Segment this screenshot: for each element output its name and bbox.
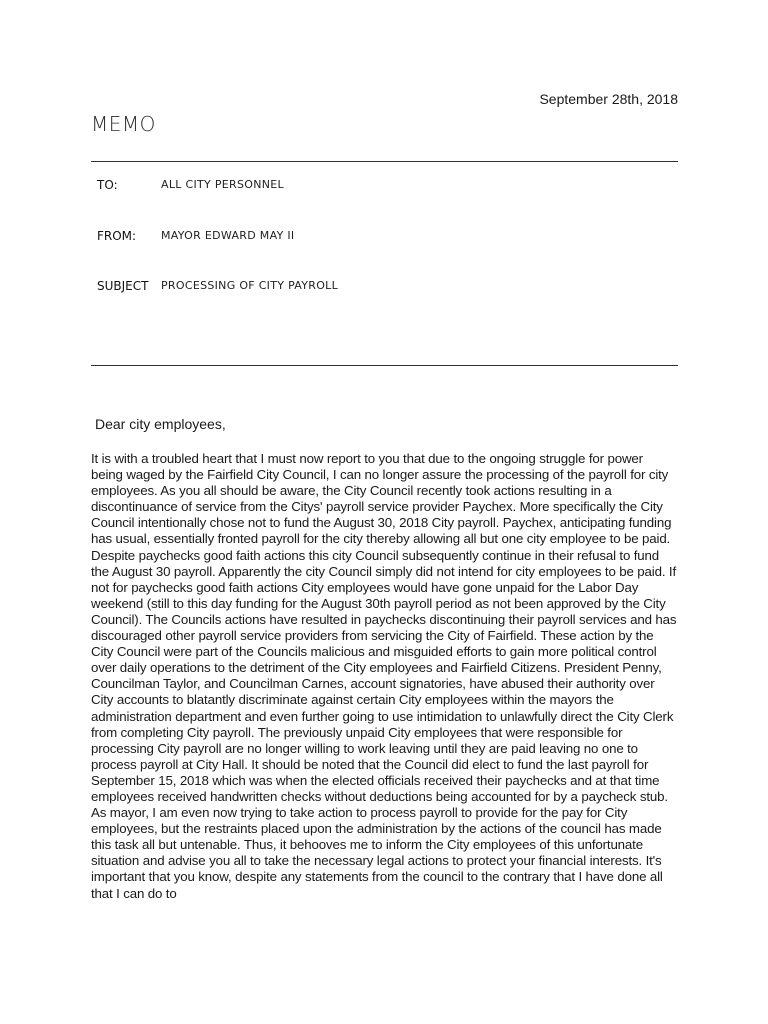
to-label: TO: [97,178,118,192]
greeting: Dear city employees, [95,416,226,432]
header-bottom-divider [91,365,678,366]
memo-body: It is with a troubled heart that I must now report to you that due to the ongoing struggle for power being waged by the Fairfield City Council, I can no longer assure the processing of the payroll for city employees. As you all should be aware, the City Council recently took actions resulting in a discontinuance of service from the Citys' payroll service provider Paychex. More specifically the City Council intentionally chose not to fund the August 30, 2018 City payroll. Paychex, anticipating funding has usual, essentially fronted payroll for the city thereby allowing all but one city employee to be paid. Despite paychecks good faith actions this city Council subsequently continue in their refusal to fund the August 30 payroll. Apparently the city Council simply did not intend for city employees to be paid. If not for paychecks good faith actions City employees would have gone unpaid for the Labor Day weekend (still to this day funding for the August 30th payroll period as not been approved by the City Council). The Councils actions have resulted in paychecks discontinuing their payroll services and has discouraged other payroll service providers from servicing the City of Fairfield. These action by the City Council were part of the Councils malicious and misguided efforts to gain more political control over daily operations to the detriment of the City employees and Fairfield Citizens. President Penny, Councilman Taylor, and Councilman Carnes, account signatories, have abused their authority over City accounts to blatantly discriminate against certain City employees within the mayors the administration department and even further going to use intimidation to unlawfully direct the City Clerk from completing City payroll. The previously unpaid City employees that were responsible for processing City payroll are no longer willing to work leaving until they are paid leaving no one to process payroll at City Hall. It should be noted that the Council did elect to fund the last payroll for September 15, 2018 which was when the elected officials received their paychecks and at that time employees received handwritten checks without deductions being accounted for by a paycheck stub. As mayor, I am even now trying to take action to process payroll to provide for the pay for City employees, but the restraints placed upon the administration by the actions of the council has made this task all but untenable. Thus, it behooves me to inform the City employees of this unfortunate situation and advise you all to take the necessary legal actions to protect your financial interests. It's important that you know, despite any statements from the council to the contrary that I have done all that I can do to [91,451,677,901]
memo-date: September 28th, 2018 [539,91,678,107]
from-label: FROM: [97,229,137,243]
header-top-divider [91,161,678,162]
subject-label: SUBJECT [97,279,149,293]
to-value: ALL CITY PERSONNEL [161,178,284,191]
subject-value: PROCESSING OF CITY PAYROLL [161,279,339,292]
memo-title: MEMO [91,112,156,136]
from-value: MAYOR EDWARD MAY II [161,229,295,242]
